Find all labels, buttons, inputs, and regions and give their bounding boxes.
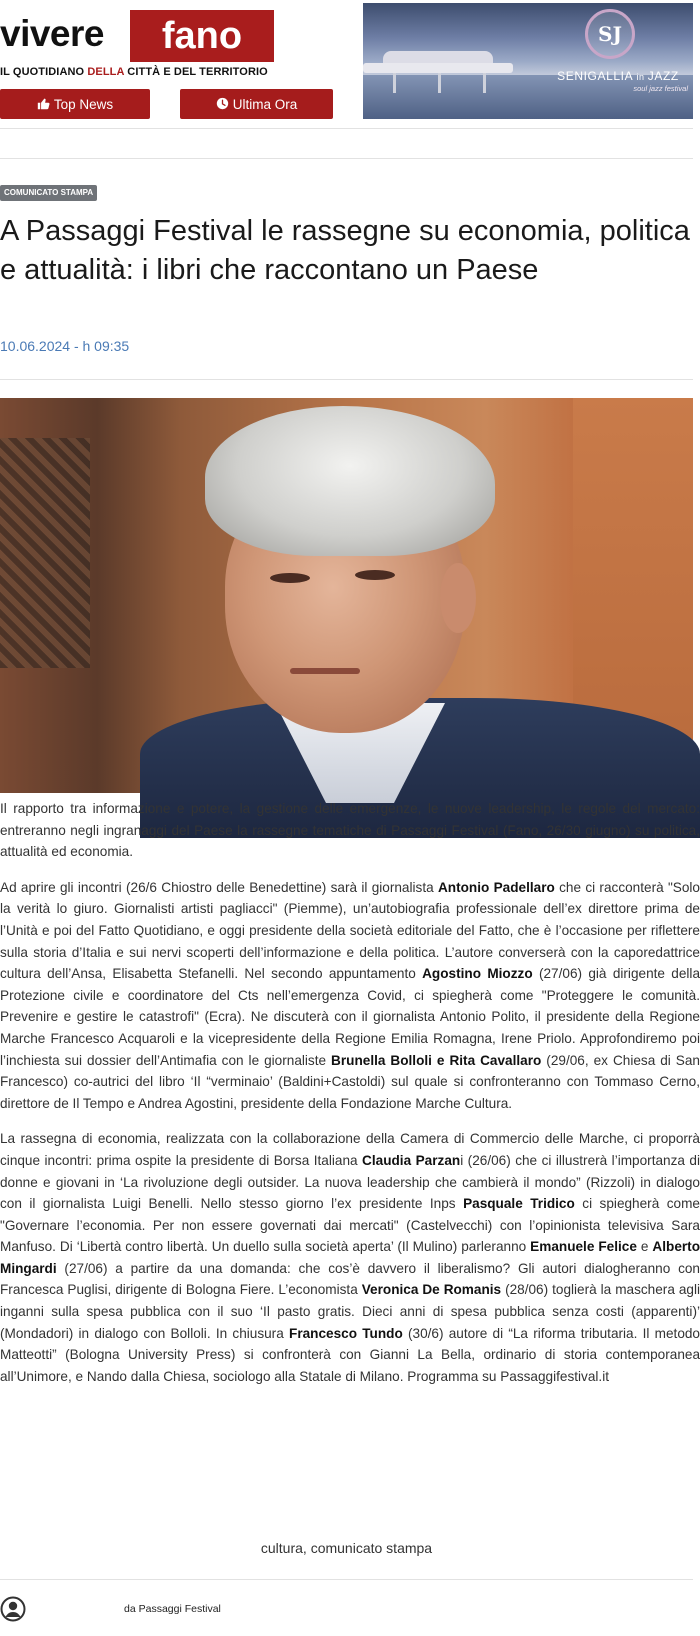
footer-divider [0, 1579, 693, 1580]
logo-tagline [0, 66, 268, 78]
person-name: Antonio Padellaro [437, 879, 555, 895]
top-news-button[interactable] [0, 89, 150, 119]
banner-subtitle: soul jazz festival [633, 84, 688, 93]
logo-word-fano: fano [130, 10, 274, 62]
banner-pier [363, 63, 513, 73]
photo-mouth [290, 668, 360, 674]
paragraph-text: La rassegna di economia, realizzata con la collaborazione della Camera di Commercio delle Marche, ci proporrà cinque incontri: prima ospite la presidente di Borsa Italiana [0, 1131, 700, 1168]
category-badge[interactable]: COMUNICATO STAMPA [0, 185, 97, 201]
photo-eye [270, 573, 310, 583]
paragraph-text: i (26/06) che ci illustrerà l’importanza di donne e giovani in ‘La rivoluzione degli outsider. La nuova leadership che cambierà il mondo” (Rizzoli) in dialogo con il giornalista Luigi Benelli. Nello stesso giorno l’ex presidente Inps [0, 1152, 700, 1212]
article-date: 10.06.2024 - h 09:35 [0, 338, 130, 354]
photo-ear [440, 563, 476, 633]
article-paragraph [0, 798, 700, 863]
person-name: Veronica De Romanis [361, 1282, 502, 1298]
title-divider [0, 379, 693, 380]
top-news-label: Top News [53, 96, 114, 112]
person-name: Claudia Parzan [362, 1152, 461, 1168]
article-tags[interactable]: cultura, comunicato stampa [260, 1540, 433, 1556]
paragraph-text: (30/6) autore di “La riforma tributaria. Il metodo Matteotti” (Bologna University Press) si confronterà con Gianni La Bella, ordinario di storia contemporanea all’Unimore, e Nando dalla Chiesa, sociologo alla Statale di Milano. Programma su Passaggifestival.it [0, 1325, 700, 1384]
site-logo[interactable] [0, 10, 276, 82]
paragraph-text: Il rapporto tra informazione e potere, la gestione delle emergenze, le nuove leadership, le regole del mercato: entreranno negli ingranaggi del Paese la rassegne tematiche di Passaggi Festival (Fano, 26/30 giugno) su politica, attualità ed economia. [0, 801, 700, 860]
paragraph-text: e [636, 1239, 653, 1255]
article-title: A Passaggi Festival le rassegne su economia, politica e attualità: i libri che raccontano un Paese [0, 215, 690, 286]
photo-background-window [0, 438, 90, 668]
site-header [0, 0, 693, 128]
photo-hair [205, 406, 495, 556]
person-name: Pasquale Tridico [463, 1196, 575, 1212]
banner-pier-post [483, 73, 486, 93]
thumbs-up-icon [37, 97, 50, 112]
paragraph-text: (28/06) toglierà la maschera agli inganni sulla spesa pubblica con il suo ‘Il pasto gratis. Dieci anni di spesa pubblica senza costi (apparenti)’ (Mondadori) in dialogo con Bolloli. In chiusura [0, 1282, 700, 1341]
author-row [0, 1594, 693, 1630]
banner-pier-post [393, 73, 396, 93]
person-name: Brunella Bolloli e Rita Cavallaro [331, 1052, 542, 1068]
person-name: Francesco Tundo [289, 1325, 403, 1341]
banner-seal-logo: SJ [585, 9, 635, 59]
person-name: Alberto Mingardi [0, 1239, 700, 1276]
photo-eye [355, 570, 395, 580]
paragraph-text: Ad aprire gli incontri (26/6 Chiostro delle Benedettine) sarà il giornalista [0, 879, 438, 895]
user-avatar-icon[interactable] [0, 1596, 26, 1622]
article-body [0, 798, 700, 1401]
banner-title-part-2: in [636, 72, 648, 82]
paragraph-text: (27/06) già dirigente della Protezione civile e coordinatore del Cts nell’emergenza Covid, ci spiegherà come "Proteggere le comunità. Prevenire e gestire le catastrofi" (Ecra). Ne discuterà con il giornalista Antonio Polito, il presidente della Regione Marche Francesco Acquaroli e la vicepresidente della Regione Emilia Romagna, Irene Priolo. Approfondiremo poi l’inchiesta sui dossier dell’Antimafia con le giornaliste [0, 966, 700, 1068]
header-divider [0, 128, 693, 129]
tagline-part-2: DELLA [87, 66, 128, 78]
article-paragraph [0, 1128, 700, 1387]
article-photo[interactable] [0, 398, 693, 793]
paragraph-text: ci spiegherà come "Governare l’economia. Per non essere governati dai mercati" (Castelvecchi) con l’opinionista televisiva Sara Manfuso. Di ‘Libertà contro libertà. Un duello sulla società aperta’ (Il Mulino) parleranno [0, 1196, 700, 1255]
tagline-part-1: IL QUOTIDIANO [0, 66, 88, 78]
logo-word-vivere: vivere [0, 13, 104, 54]
clock-icon [216, 97, 229, 112]
person-name: Emanuele Felice [530, 1239, 637, 1255]
section-divider [0, 158, 693, 159]
banner-pier-post [438, 73, 441, 93]
paragraph-text: (27/06) a partire da una domanda: che cos’è davvero il liberalismo? Gli autori dialogheranno con Francesca Puglisi, dirigente di Bologna Fiere. L’economista [0, 1260, 700, 1298]
article-paragraph [0, 877, 700, 1115]
paragraph-text: (29/06, ex Chiesa di San Francesco) co-autrici del libro ‘Il “verminaio’ (Baldini+Castoldi) sul quale si confronteranno con Tommaso Cerno, direttore de Il Tempo e Andrea Agostini, presidente della Fondazione Marche Cultura. [0, 1052, 700, 1111]
article-source[interactable]: da Passaggi Festival [124, 1603, 221, 1615]
banner-title [543, 69, 693, 83]
paragraph-text: che ci racconterà "Solo la verità lo giuro. Giornalisti artisti pagliacci" (Piemme), un’autobiografia professionale dell’ex direttore prima de l’Unità e poi del Fatto Quotidiano, e oggi presidente della società editoriale del Fatto, che è l’occasione per riflettere sulla storia d’Italia e sui nervi scoperti dell’informazione e della politica. L’autore converserà con la caporedattrice cultura dell’Ansa, Elisabetta Stefanelli. Nel secondo appuntamento [0, 879, 700, 982]
person-name: Agostino Miozzo [422, 966, 533, 982]
senigallia-jazz-banner[interactable] [363, 3, 693, 119]
banner-title-part-1: SENIGALLIA [557, 69, 637, 83]
ultima-ora-label: Ultima Ora [232, 96, 298, 112]
ultima-ora-button[interactable] [180, 89, 333, 119]
banner-title-part-3: JAZZ [647, 69, 679, 83]
tagline-part-3: CITTÀ E DEL TERRITORIO [127, 66, 268, 78]
